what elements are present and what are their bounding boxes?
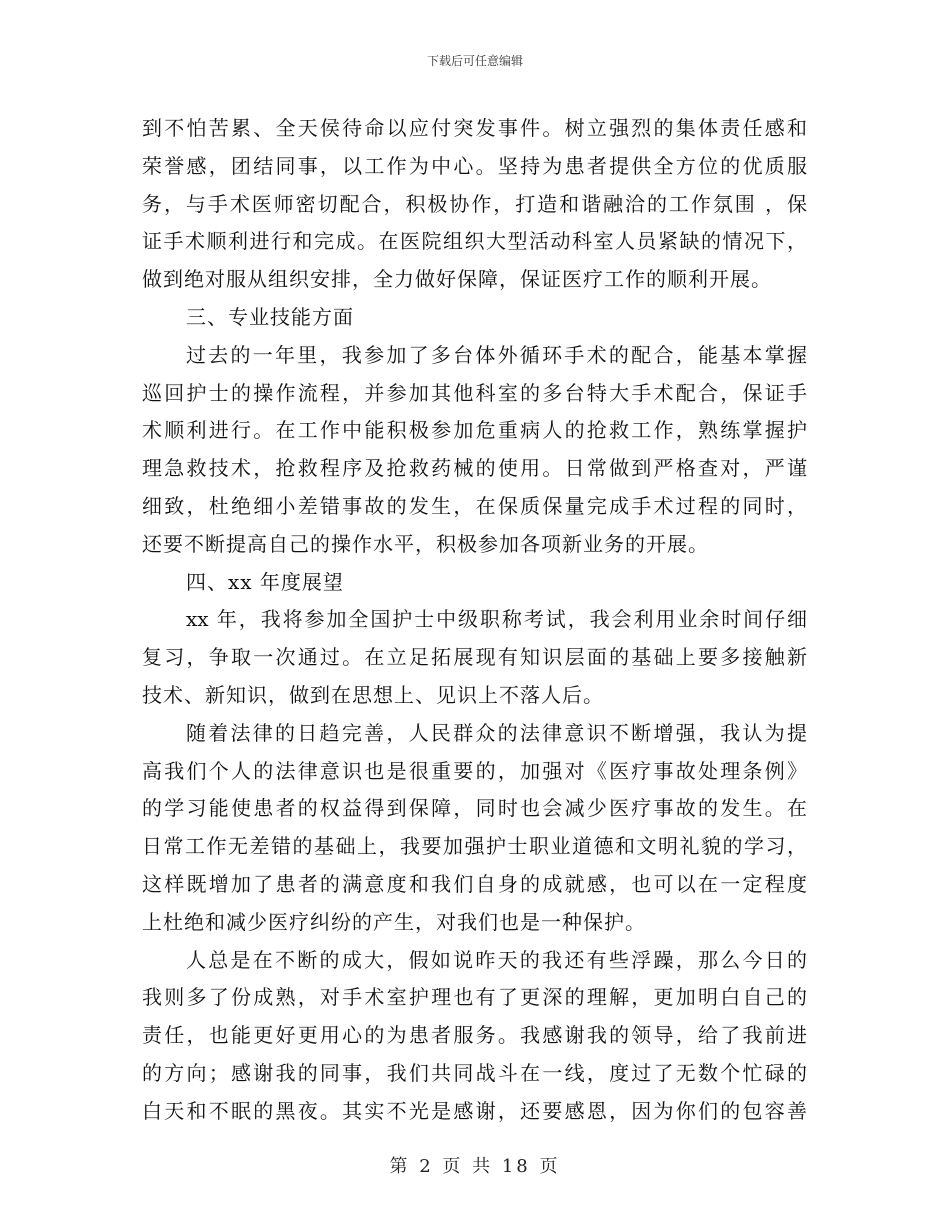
text-line: 高我们个人的法律意识也是很重要的，加强对《医疗事故处理条例》 <box>142 758 807 783</box>
text-line: 过去的一年里，我参加了多台体外循环手术的配合，能基本掌握 <box>186 342 807 367</box>
text-line: 做到绝对服从组织安排，全力做好保障，保证医疗工作的顺利开展。 <box>142 267 772 292</box>
text-line: 巡回护士的操作流程，并参加其他科室的多台特大手术配合，保证手 <box>142 380 807 405</box>
document-body <box>142 110 807 1131</box>
text-line: 日常工作无差错的基础上，我要加强护士职业道德和文明礼貌的学习， <box>142 834 807 859</box>
text-line: 技术、新知识，做到在思想上、见识上不落人后。 <box>142 682 604 707</box>
page-footer: 第 2 页 共 18 页 <box>389 1156 561 1177</box>
text-line: 细致，杜绝细小差错事故的发生，在保质保量完成手术过程的同时， <box>142 493 807 518</box>
text-line: 还要不断提高自己的操作水平，积极参加各项新业务的开展。 <box>142 531 709 556</box>
text-line: 三、专业技能方面 <box>186 304 354 329</box>
page-header: 下载后可任意编辑 <box>426 54 523 68</box>
text-line: 理急救技术，抢救程序及抢救药械的使用。日常做到严格查对，严谨 <box>142 456 807 481</box>
text-line: 的学习能使患者的权益得到保障，同时也会减少医疗事故的发生。在 <box>142 796 807 821</box>
text-line: 四、xx 年度展望 <box>186 569 344 594</box>
text-line: 随着法律的日趋完善，人民群众的法律意识不断增强，我认为提 <box>186 720 807 745</box>
text-line: xx 年，我将参加全国护士中级职称考试，我会利用业余时间仔细 <box>186 607 807 632</box>
text-line: 人总是在不断的成大，假如说昨天的我还有些浮躁，那么今日的 <box>186 947 807 972</box>
text-line: 的方向；感谢我的同事，我们共同战斗在一线，度过了无数个忙碌的 <box>142 1060 807 1085</box>
text-line: 白天和不眠的黑夜。其实不光是感谢，还要感恩，因为你们的包容善 <box>142 1098 807 1123</box>
text-line: 到不怕苦累、全天侯待命以应付突发事件。树立强烈的集体责任感和 <box>142 116 807 140</box>
text-line: 证手术顺利进行和完成。在医院组织大型活动科室人员紧缺的情况下， <box>142 229 807 254</box>
text-line: 复习，争取一次通过。在立足拓展现有知识层面的基础上要多接触新 <box>142 645 807 670</box>
text-line: 务，与手术医师密切配合，积极协作，打造和谐融洽的工作氛围 ，保 <box>142 191 807 216</box>
text-line: 术顺利进行。在工作中能积极参加危重病人的抢救工作，熟练掌握护 <box>142 418 807 443</box>
text-line: 我则多了份成熟，对手术室护理也有了更深的理解，更加明白自己的 <box>142 985 807 1010</box>
text-line: 这样既增加了患者的满意度和我们自身的成就感，也可以在一定程度 <box>142 871 807 896</box>
text-line: 荣誉感，团结同事，以工作为中心。坚持为患者提供全方位的优质服 <box>142 153 807 178</box>
text-line: 责任，也能更好更用心的为患者服务。我感谢我的领导，给了我前进 <box>142 1023 807 1048</box>
text-line: 上杜绝和减少医疗纠纷的产生，对我们也是一种保护。 <box>142 909 646 934</box>
